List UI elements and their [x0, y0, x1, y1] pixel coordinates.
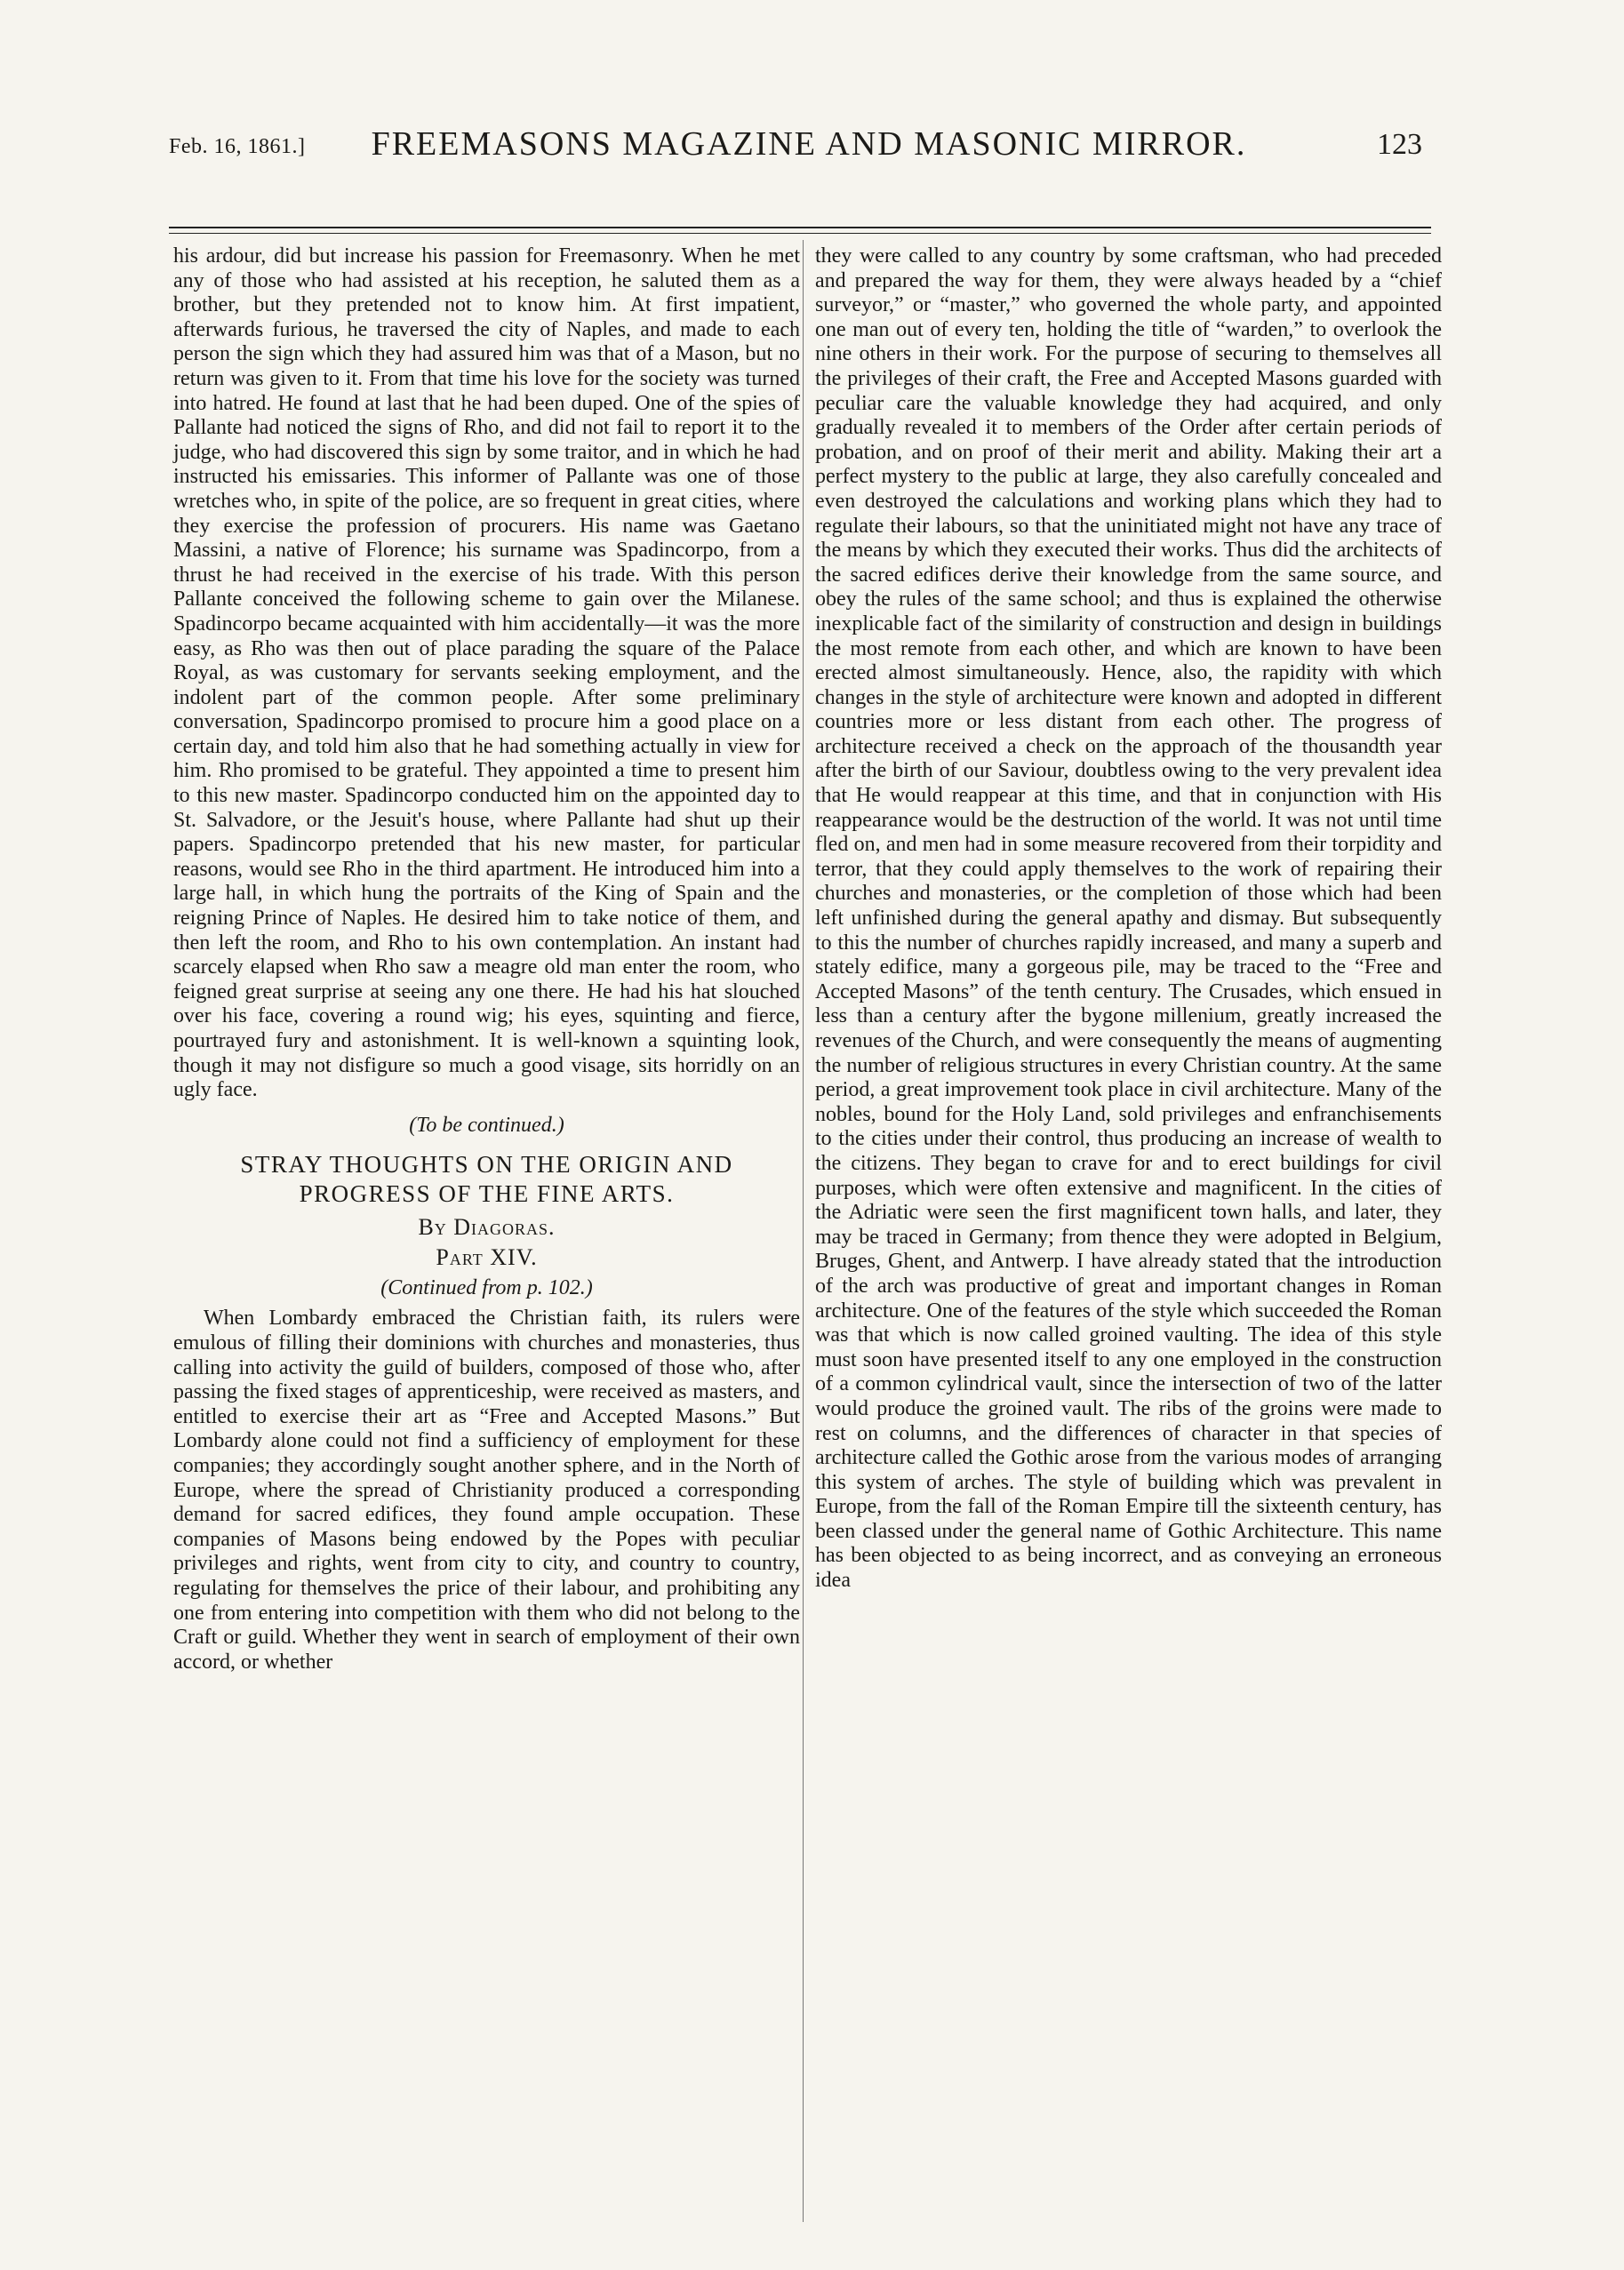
article-part: Part XIV.: [436, 1244, 538, 1271]
story-continuation-paragraph: his ardour, did but increase his passion for Freemasonry. When he met any of those who had assisted at his reception, he saluted them as a brother, but they pretended not to know him. At first impatient, afterwards furious, he traversed the city of Naples, and made to each person the sign which they had assured him was that of a Mason, but no return was given to it. From that time his love for the society was turned into hatred. He found at last that he had been duped. One of the spies of Pallante had noticed the signs of Rho, and did not fail to report it to the judge, who had discovered this sign by some traitor, and in which he had instructed his emissaries. This informer of Pallante was one of those wretches who, in spite of the police, are so frequent in great cities, where they exercise the profession of procurers. His name was Gaetano Massini, a native of Florence; his surname was Spadincorpo, from a thrust he had received in the exercise of his trade. With this person Pallante conceived the following scheme to gain over the Milanese. Spadincorpo became acquainted with him accidentally—it was the more easy, as Rho was then out of place parading the square of the Palace Royal, as was customary for servants seeking employment, and the indolent part of the common people. After some preliminary conversation, Spadincorpo promised to procure him a good place on a certain day, and told him also that he had something actually in view for him. Rho promised to be grateful. They appointed a time to present him to this new master. Spadincorpo conducted him on the appointed day to St. Salvadore, or the Jesuit's house, where Pallante had shut up their papers. Spadincorpo pretended that his new master, for particular reasons, would see Rho in the third apartment. He introduced him into a large hall, in which hung the portraits of the King of Spain and the reigning Prince of Naples. He desired him to take notice of them, and then left the room, and Rho to his own contemplation. An instant had scarcely elapsed when Rho saw a meagre old man enter the room, who feigned great surprise at seeing any one there. He had his hat slouched over his face, covering a round wig; his eyes, squinting and fierce, pourtrayed fury and astonishment. It is well-known a squinting look, though it may not disfigure so much a good visage, sits horridly on an ugly face.: [173, 244, 800, 1102]
continued-from-note: (Continued from p. 102.): [380, 1276, 593, 1300]
issue-date: Feb. 16, 1861.]: [169, 135, 306, 158]
article-paragraph: When Lombardy embraced the Christian faith, its rulers were emulous of filling their dominions with churches and monasteries, thus calling into activity the guild of builders, composed of those who, after passing the fixed stages of apprenticeship, were received as masters, and entitled to exercise their art as “Free and Accepted Masons.” But Lombardy alone could not find a sufficiency of employment for these companies; they accordingly sought another sphere, and in the North of Europe, where the spread of Christianity produced a corresponding demand for sacred edifices, they found ample occupation. These companies of Masons being endowed by the Popes with peculiar privileges and rights, went from city to city, and country to country, regulating for themselves the price of their labour, and prohibiting any one from entering into competition with them who did not belong to the Craft or guild. Whether they went in search of employment of their own accord, or whether: [173, 1307, 800, 1674]
page-number: 123: [1377, 128, 1422, 161]
article-paragraph-continued: they were called to any country by some craftsman, who had preceded and prepared the way for them, they were always headed by a “chief surveyor,” or “master,” who governed the whole party, and appointed one man out of every ten, holding the title of “warden,” to overlook the nine others in their work. For the purpose of securing to themselves all the privileges of their craft, the Free and Accepted Masons guarded with peculiar care the valuable knowledge they had acquired, and only gradually revealed it to members of the Order after certain periods of probation, and on proof of their merit and ability. Making their art a perfect mystery to the public at large, they also carefully concealed and even destroyed the calculations and working plans which they had to regulate their labours, so that the uninitiated might not have any trace of the means by which they executed their works. Thus did the architects of the sacred edifices derive their knowledge from the same source, and obey the rules of the same school; and thus is explained the otherwise inexplicable fact of the similarity of construction and design in buildings the most remote from each other, and which are known to have been erected almost simultaneously. Hence, also, the rapidity with which changes in the style of architecture were known and adopted in different countries more or less distant from each other. The progress of architecture received a check on the approach of the thousandth year after the birth of our Saviour, doubtless owing to the very prevalent idea that He would reappear at this time, and that in conjunction with His reappearance would be the destruction of the world. It was not until time fled on, and men had in some measure recovered from their torpidity and terror, that they could apply themselves to the work of repairing their churches and monasteries, or the completion of those which had been left unfinished during the general apathy and dismay. But subsequently to this the number of churches rapidly increased, and many a superb and stately edifice, many a gorgeous pile, may be traced to the “Free and Accepted Masons” of the tenth century. The Crusades, which ensued in less than a century after the bygone millenium, greatly increased the revenues of the Church, and were consequently the means of augmenting the number of religious structures in every Christian country. At the same period, a great improvement took place in civil architecture. Many of the nobles, bound for the Holy Land, sold privileges and enfranchisements to the cities under their control, thus producing an increase of wealth to the citizens. They began to crave for and to erect buildings for civil purposes, which were often extensive and magnificent. In the cities of the Adriatic were seen the first magnificent town halls, and later, they may be traced in Germany; from thence they were adopted in Belgium, Bruges, Ghent, and Antwerp. I have already stated that the introduction of the arch was productive of great and important changes in Roman architecture. One of the features of the style which succeeded the Roman was that which is now called groined vaulting. The idea of this style must soon have presented itself to any one employed in the construction of a common cylindrical vault, since the intersection of two of the latter would produce the groined vault. The ribs of the groins were made to rest on columns, and the differences of character in that species of architecture called the Gothic arose from the various modes of arranging this system of arches. The style of building which was prevalent in Europe, from the fall of the Roman Empire till the sixteenth century, has been classed under the general name of Gothic Architecture. This name has been objected to as being incorrect, and as conveying an erroneous idea: [815, 244, 1442, 1593]
to-be-continued-note: (To be continued.): [409, 1113, 564, 1137]
left-column: [173, 244, 800, 1675]
article-title: STRAY THOUGHTS ON THE ORIGIN AND PROGRESS OF THE FINE ARTS.: [240, 1151, 733, 1208]
header-rule-thin: [169, 233, 1431, 234]
article-byline: By Diagoras.: [418, 1214, 556, 1241]
page-header: [169, 124, 1449, 169]
column-divider: [803, 240, 804, 2222]
header-rule: [169, 227, 1431, 228]
right-column: [815, 244, 1442, 1594]
magazine-title: FREEMASONS MAGAZINE AND MASONIC MIRROR.: [371, 125, 1247, 163]
